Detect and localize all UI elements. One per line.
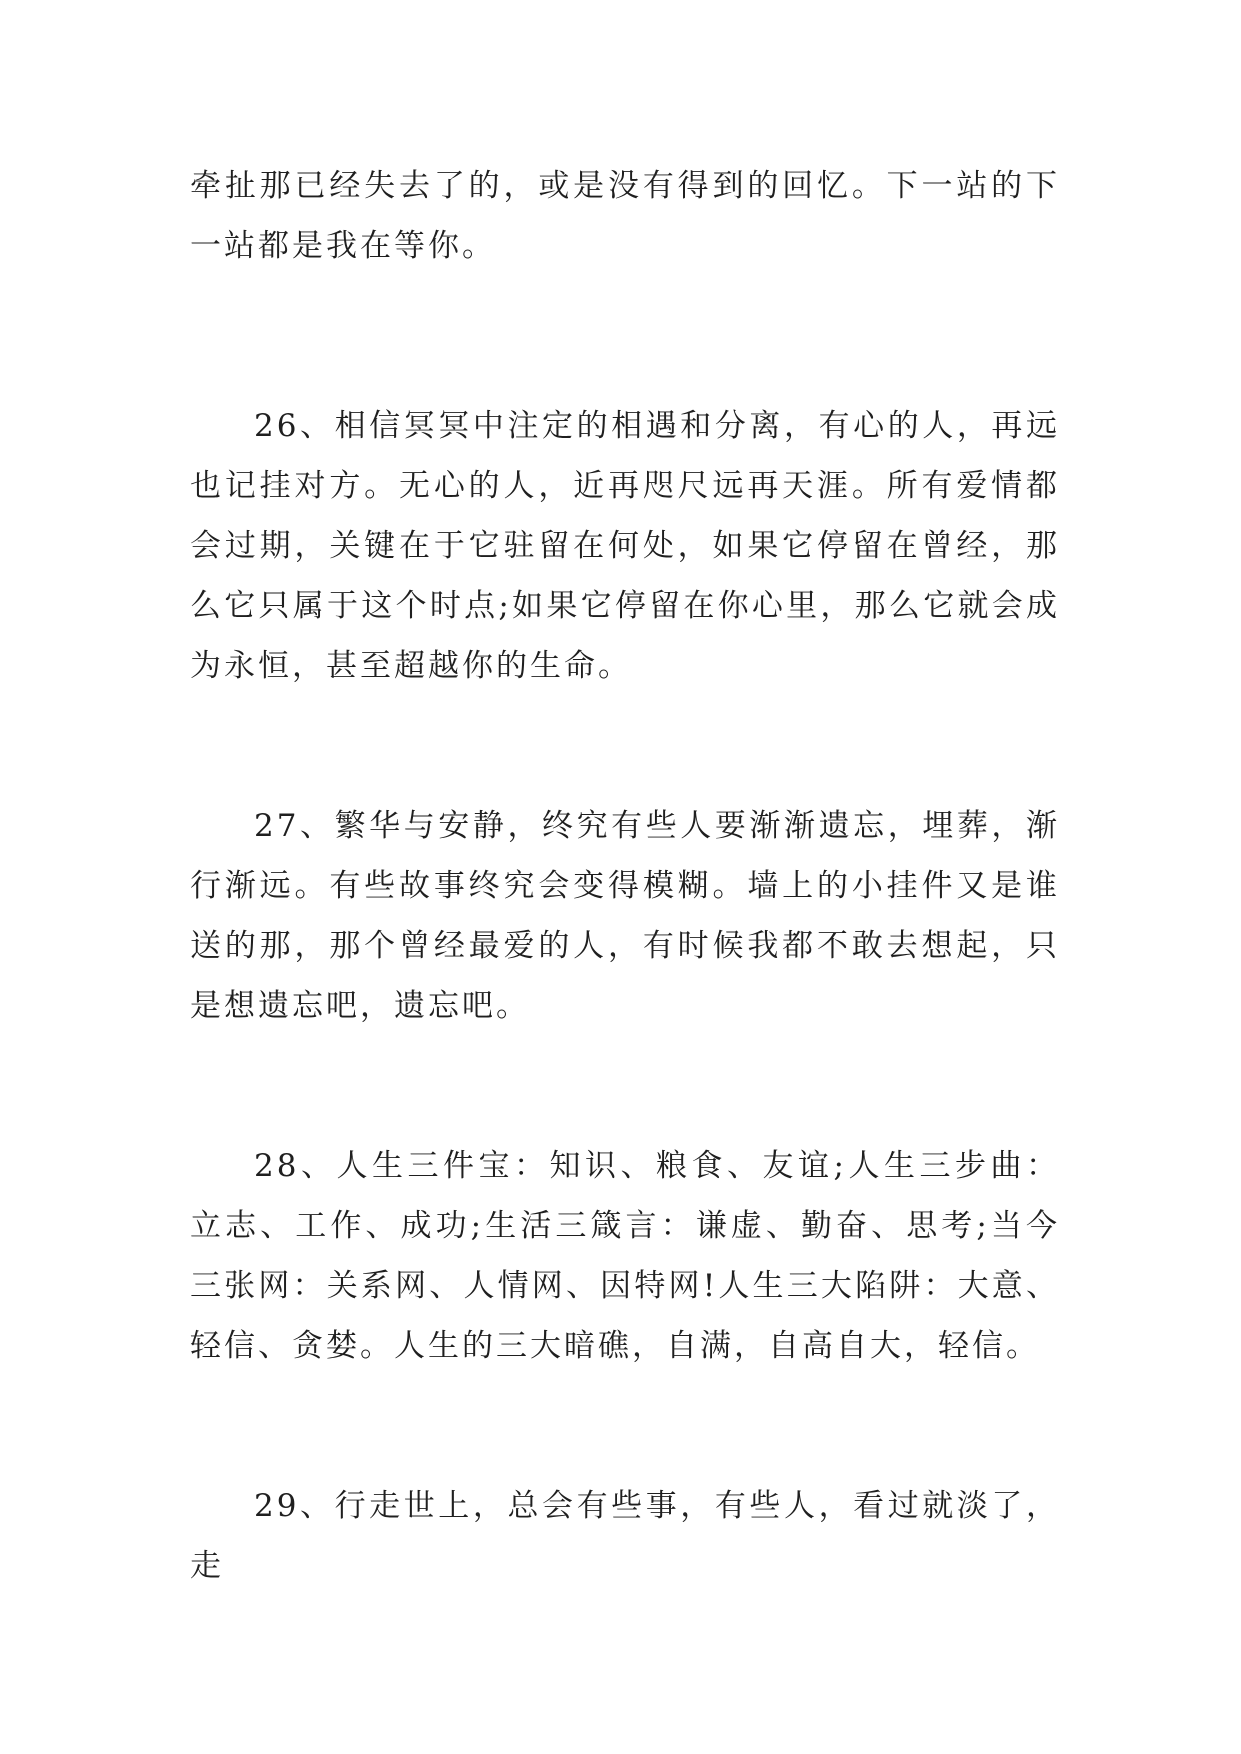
paragraph-26: 26、相信冥冥中注定的相遇和分离，有心的人，再远也记挂对方。无心的人，近再咫尺远再天涯。所有爱情都会过期，关键在于它驻留在何处，如果它停留在曾经，那么它只属于这个时点;如果它停留在你心里，那么它就会成为永恒，甚至超越你的生命。 bbox=[190, 408, 1060, 684]
paragraph-29: 29、行走世上，总会有些事，有些人，看过就淡了，走 bbox=[190, 1488, 1060, 1584]
paragraph-27: 27、繁华与安静，终究有些人要渐渐遗忘，埋葬，渐行渐远。有些故事终究会变得模糊。墙上的小挂件又是谁送的那，那个曾经最爱的人，有时候我都不敢去想起，只是想遗忘吧，遗忘吧。 bbox=[190, 808, 1060, 1024]
paragraph-28: 28、人生三件宝：知识、粮食、友谊;人生三步曲：立志、工作、成功;生活三箴言：谦虚、勤奋、思考;当今三张网：关系网、人情网、因特网!人生三大陷阱：大意、轻信、贪婪。人生的三大暗礁，自满，自高自大，轻信。 bbox=[190, 1148, 1060, 1364]
paragraph-continuation: 牵扯那已经失去了的，或是没有得到的回忆。下一站的下一站都是我在等你。 bbox=[190, 168, 1060, 264]
